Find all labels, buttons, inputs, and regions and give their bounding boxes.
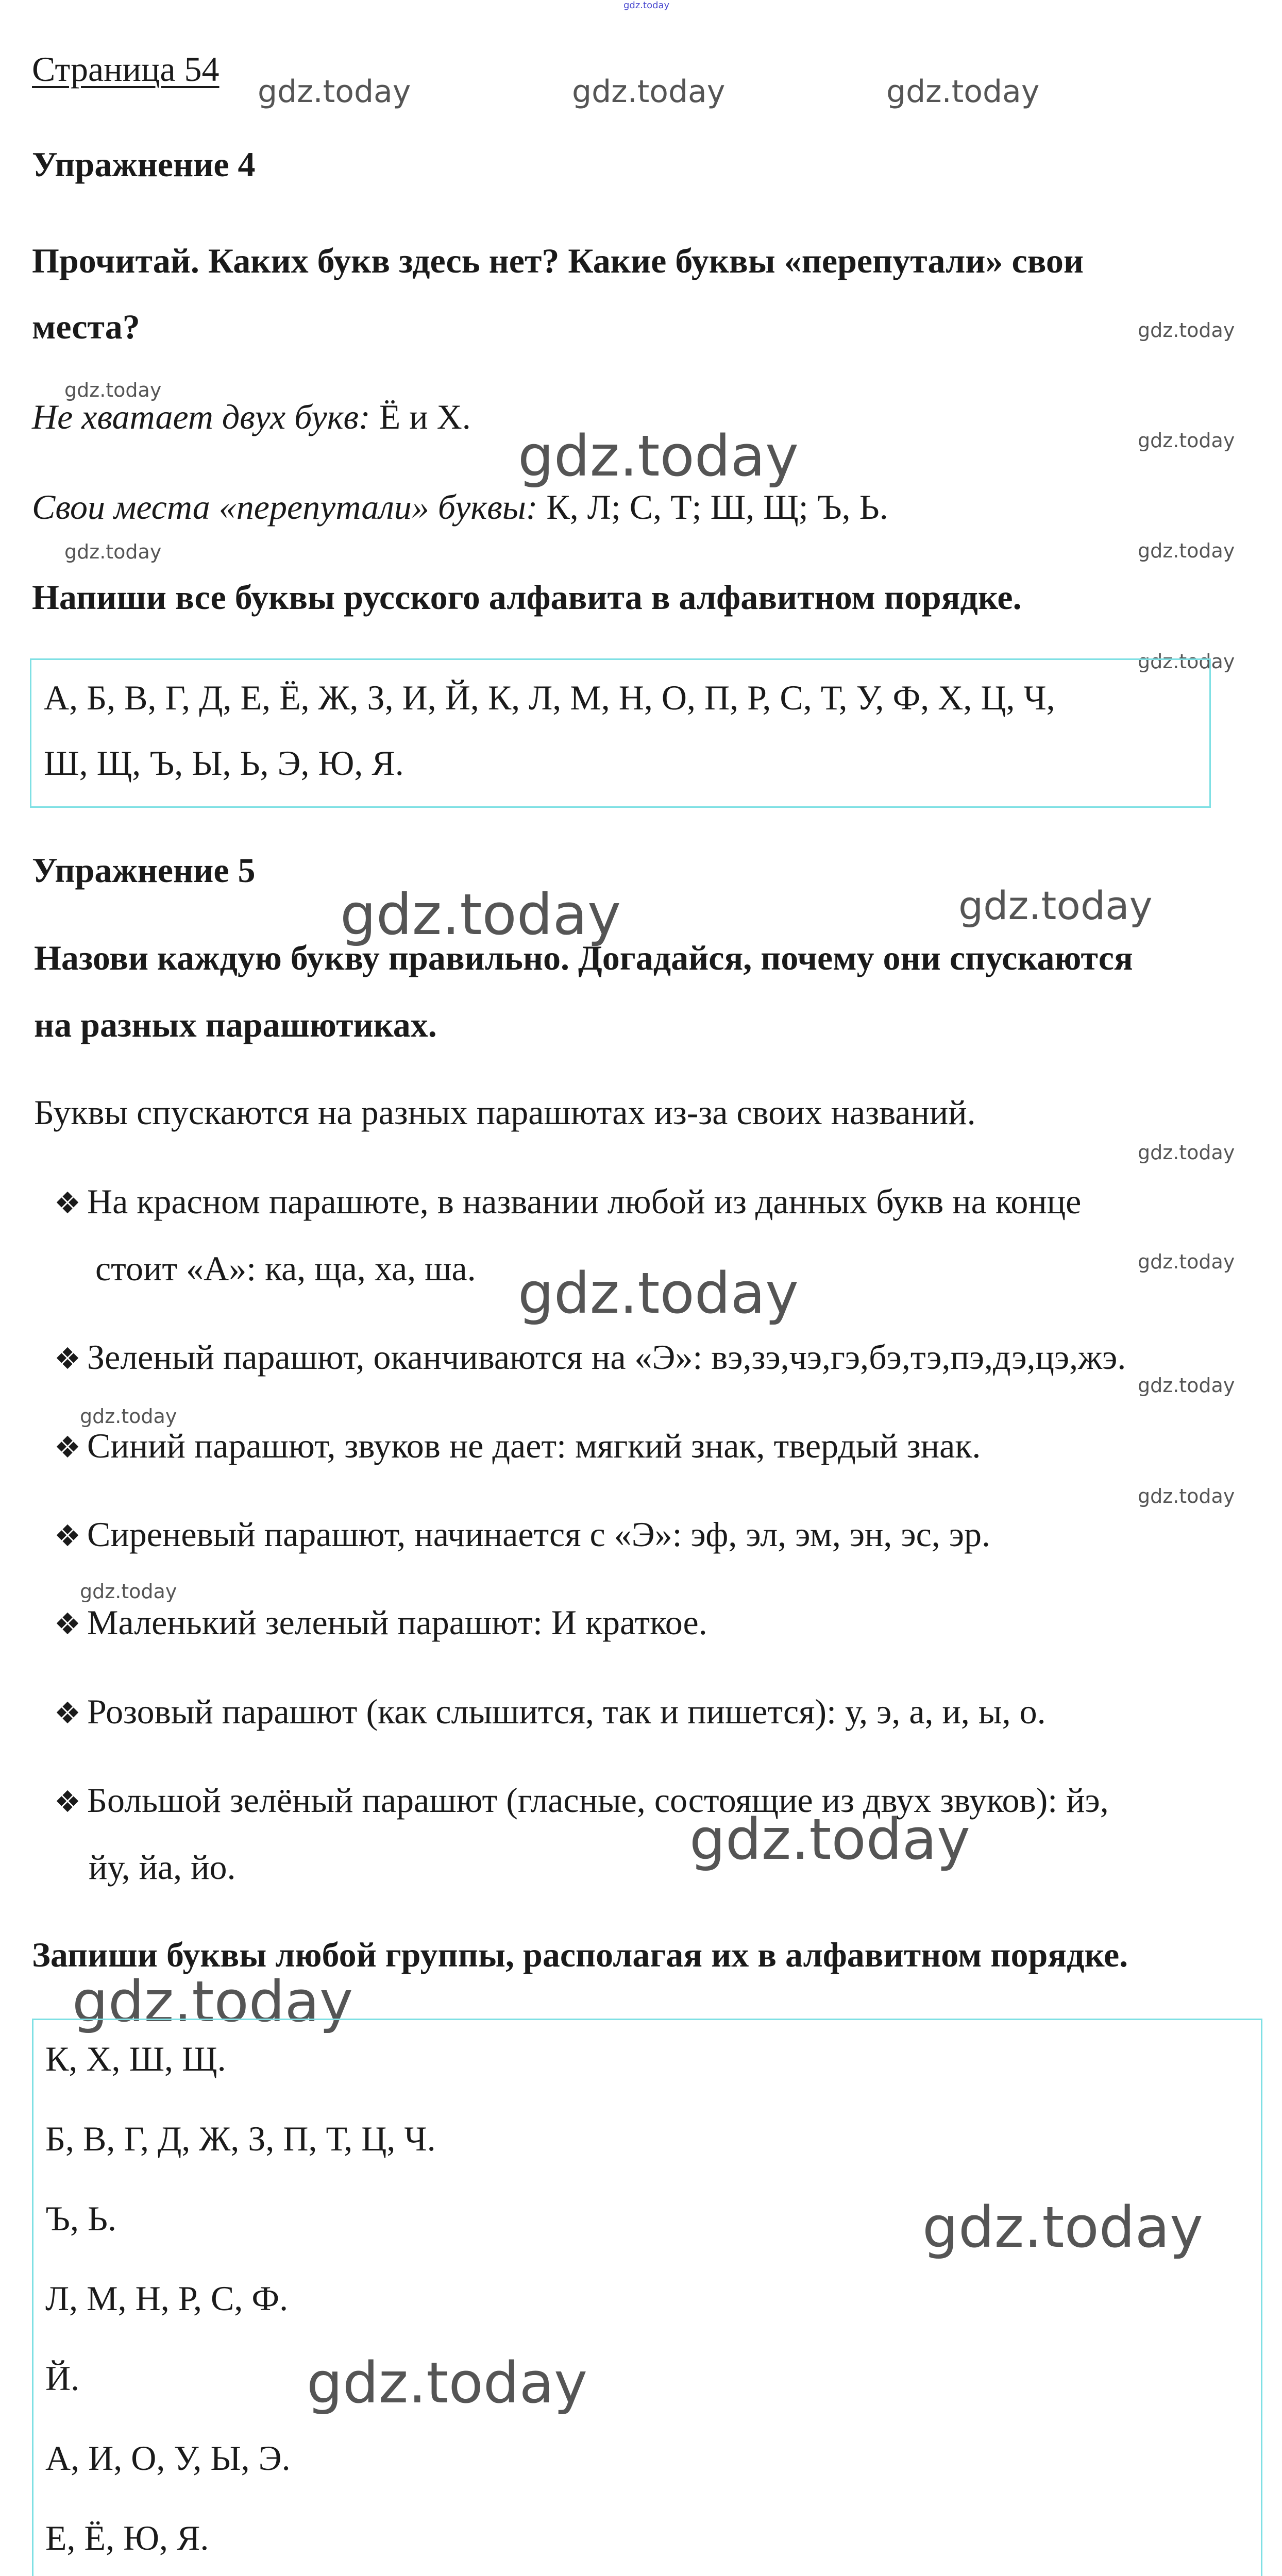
watermark: gdz.today (1138, 1250, 1235, 1273)
ex4-task-2: Напиши все буквы русского алфавита в алфавитном порядке. (32, 578, 1022, 617)
diamond-bullet-icon: ❖ (54, 1341, 81, 1376)
ex5-intro: Буквы спускаются на разных парашютах из-за своих названий. (34, 1093, 976, 1132)
exercise-5-heading: Упражнение 5 (32, 851, 256, 890)
letter-group: Е, Ё, Ю, Я. (45, 2518, 209, 2557)
bullet-item-4 (54, 1517, 990, 1552)
exercise-4-heading: Упражнение 4 (32, 145, 256, 184)
ex5-task-1: Назови каждую букву правильно. Догадайся, почему они спускаются (34, 938, 1133, 977)
watermark: gdz.today (1138, 1485, 1235, 1507)
watermark: gdz.today (1138, 1141, 1235, 1164)
ex4-task-1: Прочитай. Каких букв здесь нет? Какие буквы «перепутали» свои (32, 241, 1084, 280)
watermark: gdz.today (80, 1580, 177, 1603)
letter-group: К, Х, Ш, Щ. (45, 2039, 226, 2078)
bullet-item-6 (54, 1694, 1046, 1729)
watermark: gdz.today (64, 379, 162, 401)
letter-group: Ъ, Ь. (45, 2199, 117, 2238)
ex5-task-1-cont: на разных парашютиках. (34, 1005, 437, 1044)
letter-group: Л, М, Н, Р, С, Ф. (45, 2279, 289, 2318)
bullet-text: На красном парашюте, в названии любой из данных букв на конце (87, 1182, 1082, 1221)
watermark: gdz.today (1138, 429, 1235, 452)
watermark: gdz.today (307, 2350, 588, 2416)
watermark: gdz.today (340, 882, 621, 947)
bullet-text: Зеленый парашют, оканчиваются на «Э»: вэ,зэ,чэ,гэ,бэ,тэ,пэ,дэ,цэ,жэ. (87, 1337, 1126, 1377)
watermark: gdz.today (72, 1969, 353, 2035)
diamond-bullet-icon: ❖ (54, 1185, 81, 1221)
diamond-bullet-icon: ❖ (54, 1784, 81, 1819)
letter-group: Б, В, Г, Д, Ж, З, П, Т, Ц, Ч. (45, 2119, 436, 2158)
diamond-bullet-icon: ❖ (54, 1518, 81, 1553)
swapped-label: Свои места «перепутали» буквы: (32, 487, 538, 527)
swapped-value: К, Л; С, Т; Ш, Щ; Ъ, Ь. (537, 487, 888, 527)
bullet-item-7-cont: йу, йа, йо. (89, 1848, 236, 1887)
bullet-item-1 (54, 1184, 1081, 1219)
watermark: gdz.today (958, 883, 1153, 928)
bullet-item-1-cont: стоит «А»: ка, ща, ха, ша. (95, 1249, 476, 1288)
diamond-bullet-icon: ❖ (54, 1606, 81, 1641)
watermark: gdz.today (922, 2194, 1204, 2260)
watermark: gdz.today (623, 0, 670, 11)
watermark: gdz.today (1138, 539, 1235, 562)
diamond-bullet-icon: ❖ (54, 1696, 81, 1731)
missing-value: Ё и Х. (370, 397, 471, 436)
bullet-item-3 (54, 1428, 981, 1463)
watermark: gdz.today (518, 1260, 799, 1326)
watermark: gdz.today (689, 1806, 971, 1872)
diamond-bullet-icon: ❖ (54, 1430, 81, 1465)
watermark: gdz.today (1138, 650, 1235, 673)
watermark: gdz.today (1138, 1374, 1235, 1397)
bullet-text: Розовый парашют (как слышится, так и пишется): у, э, а, и, ы, о. (87, 1692, 1046, 1731)
watermark: gdz.today (80, 1405, 177, 1428)
watermark: gdz.today (886, 74, 1040, 110)
ex4-missing-letters (32, 399, 471, 434)
alphabet-line-1: А, Б, В, Г, Д, Е, Ё, Ж, З, И, Й, К, Л, М, Н, О, П, Р, С, Т, У, Ф, Х, Ц, Ч, (44, 678, 1055, 717)
watermark: gdz.today (258, 74, 411, 110)
bullet-text: Синий парашют, звуков не дает: мягкий знак, твердый знак. (87, 1426, 981, 1465)
missing-label: Не хватает двух букв: (32, 397, 370, 436)
ex4-swapped-letters (32, 487, 888, 527)
bullet-text: Маленький зеленый парашют: И краткое. (87, 1603, 707, 1642)
bullet-item-2 (54, 1337, 1126, 1377)
ex5-task-2: Запиши буквы любой группы, располагая их в алфавитном порядке. (32, 1935, 1128, 1974)
page-title: Страница 54 (32, 49, 220, 89)
bullet-item-5 (54, 1605, 707, 1640)
watermark: gdz.today (64, 540, 162, 563)
watermark: gdz.today (572, 74, 726, 110)
watermark: gdz.today (1138, 319, 1235, 342)
bullet-text: Сиреневый парашют, начинается с «Э»: эф, эл, эм, эн, эс, эр. (87, 1515, 990, 1554)
alphabet-line-2: Ш, Щ, Ъ, Ы, Ь, Э, Ю, Я. (44, 743, 404, 783)
letter-group: А, И, О, У, Ы, Э. (45, 2438, 291, 2478)
letter-group: Й. (45, 2359, 80, 2398)
ex4-task-1-cont: места? (32, 307, 140, 346)
watermark: gdz.today (518, 423, 799, 489)
bullet-text: Большой зелёный парашют (гласные, состоящие из двух звуков): йэ, (87, 1781, 1109, 1820)
